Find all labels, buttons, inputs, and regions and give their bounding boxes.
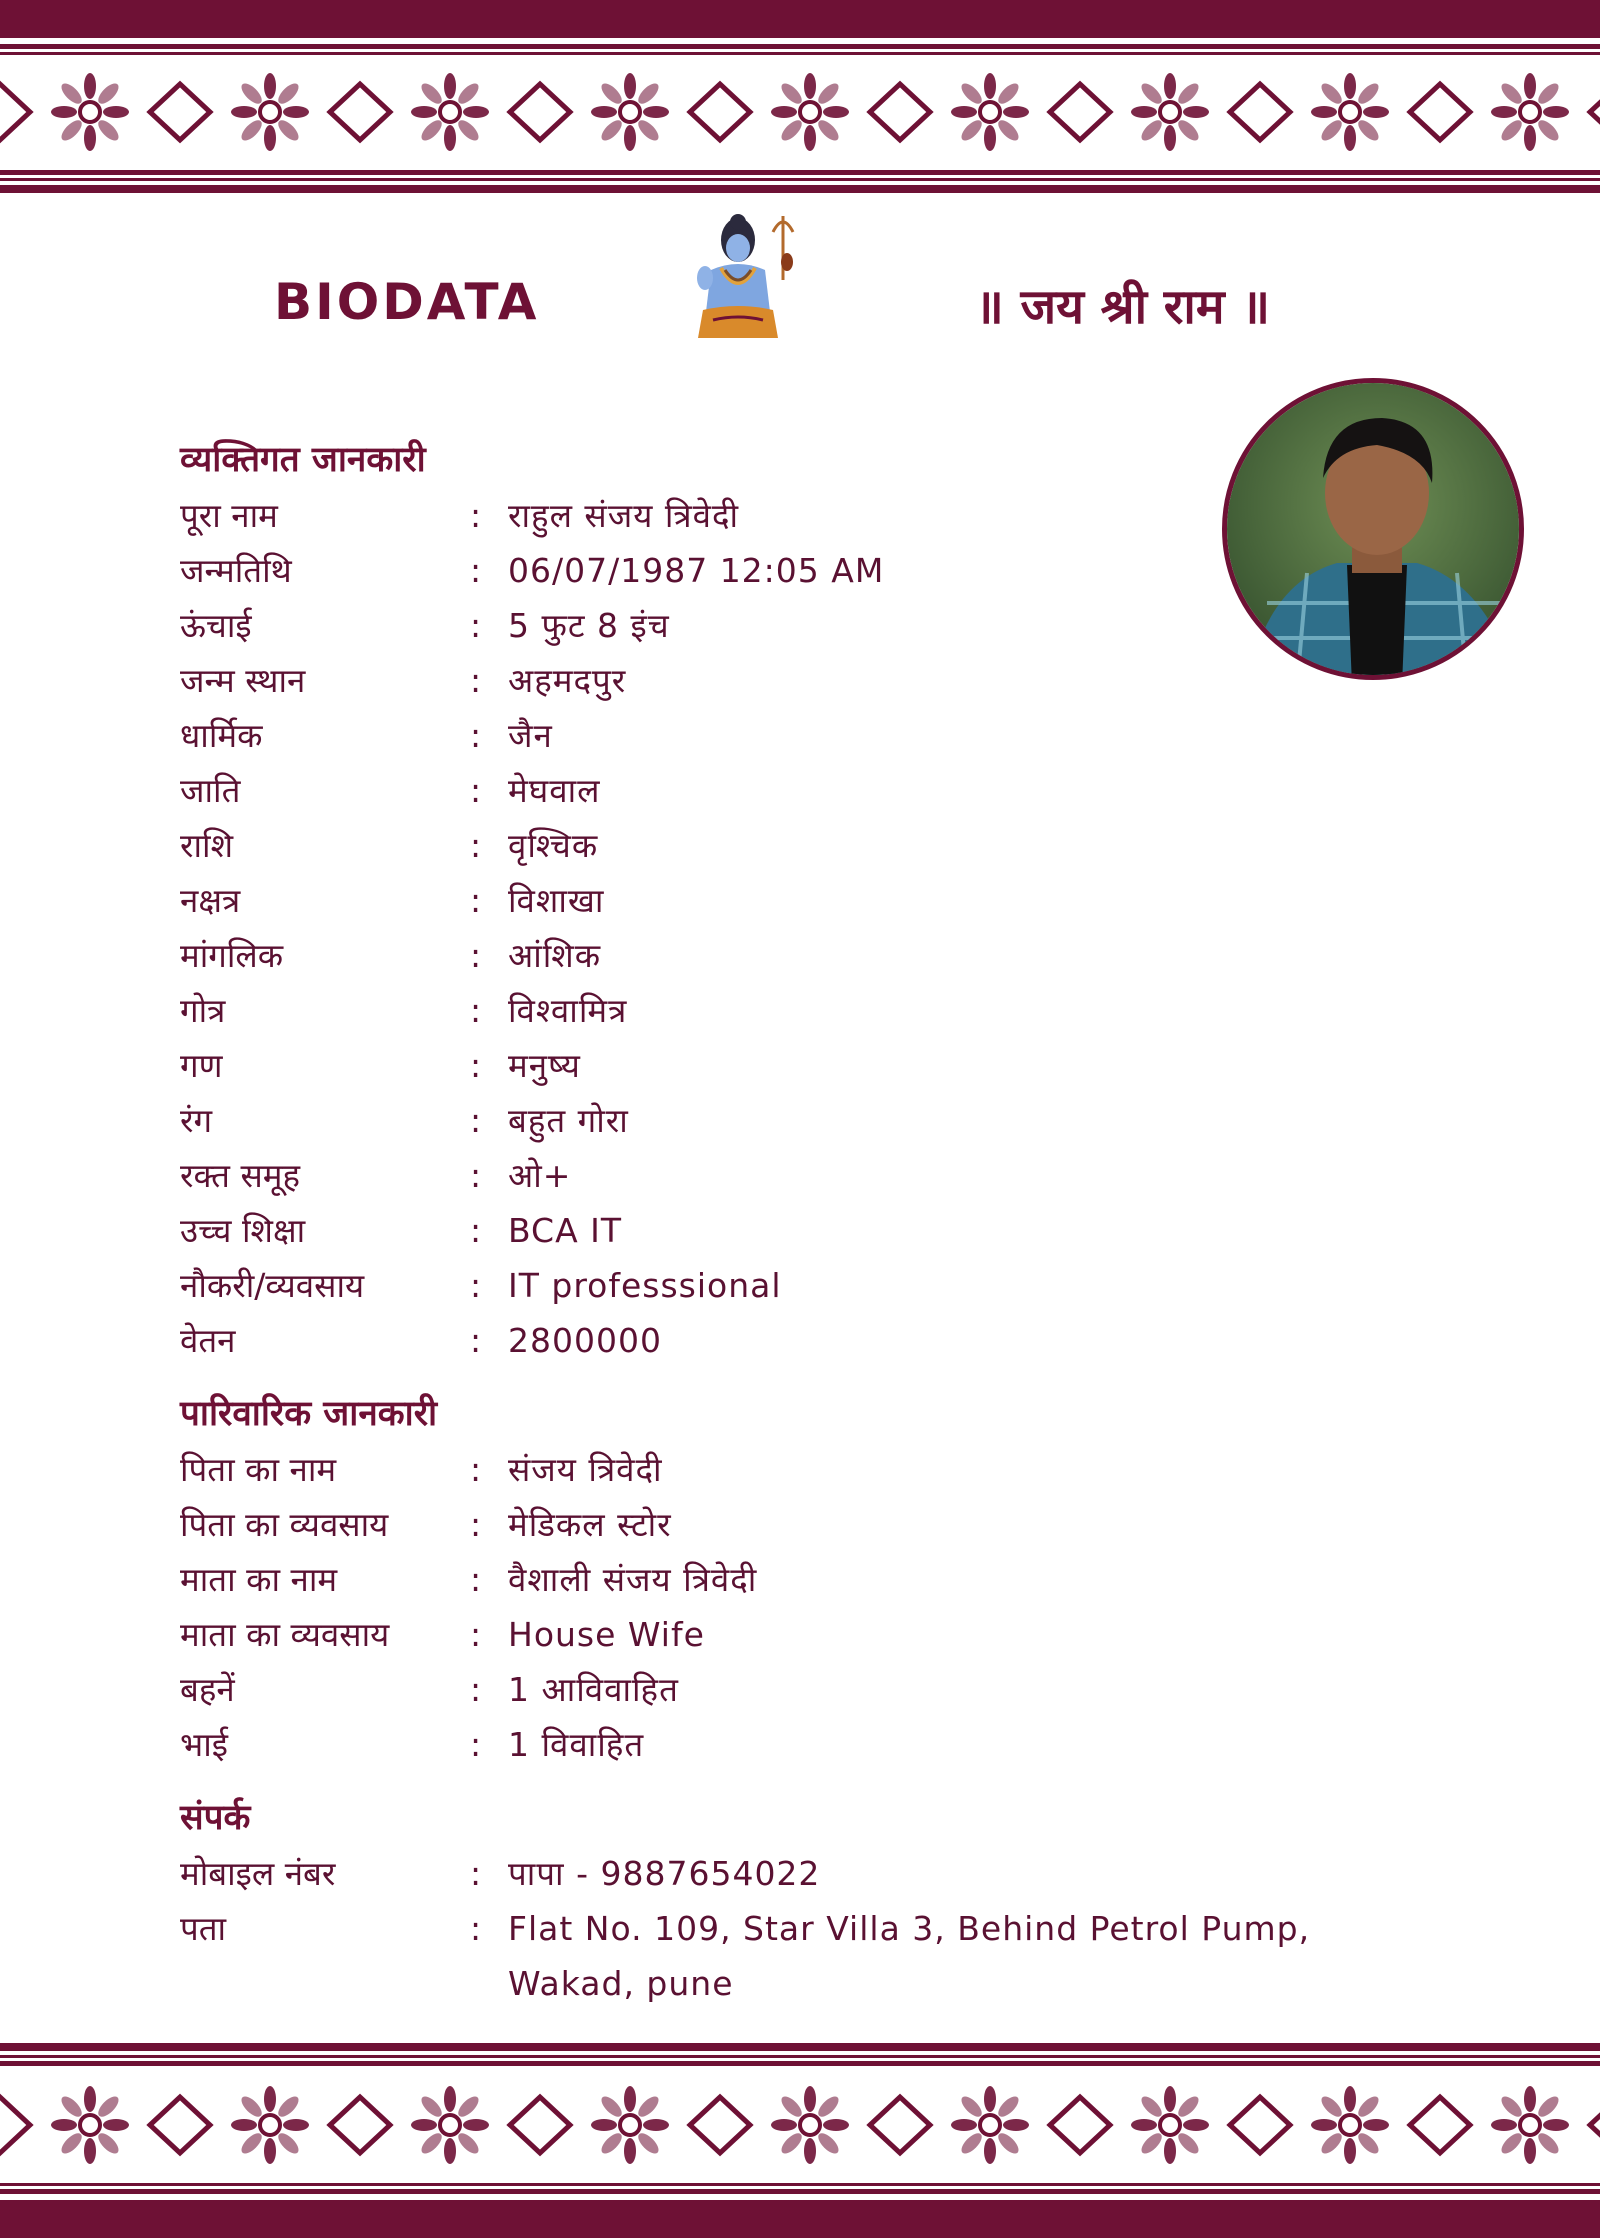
info-value: 5 फुट 8 इंच bbox=[508, 606, 670, 645]
biodata-content bbox=[180, 432, 1440, 2011]
info-value: वैशाली संजय त्रिवेदी bbox=[508, 1560, 758, 1599]
info-row bbox=[180, 1038, 1440, 1093]
separator-colon: : bbox=[470, 606, 482, 645]
separator-colon: : bbox=[470, 716, 482, 755]
personal-info-list bbox=[180, 488, 1440, 1368]
info-row bbox=[180, 1552, 1440, 1607]
info-value: राहुल संजय त्रिवेदी bbox=[508, 496, 740, 535]
info-label: गण bbox=[180, 1046, 223, 1085]
separator-colon: : bbox=[470, 1670, 482, 1709]
separator-colon: : bbox=[470, 551, 482, 590]
info-row bbox=[180, 1717, 1440, 1772]
separator-colon: : bbox=[470, 1725, 482, 1764]
info-label: रंग bbox=[180, 1101, 213, 1140]
info-label: जन्मतिथि bbox=[180, 551, 292, 590]
info-label: धार्मिक bbox=[180, 716, 263, 755]
info-value: ओ+ bbox=[508, 1156, 572, 1195]
info-label: मांगलिक bbox=[180, 936, 284, 975]
info-row bbox=[180, 1662, 1440, 1717]
info-value: 1 आविवाहित bbox=[508, 1670, 679, 1709]
separator-colon: : bbox=[470, 1615, 482, 1654]
info-row bbox=[180, 1846, 1440, 1901]
separator-colon: : bbox=[470, 1505, 482, 1544]
separator-colon: : bbox=[470, 1266, 482, 1305]
info-value: विशाखा bbox=[508, 881, 605, 920]
info-label: वेतन bbox=[180, 1321, 236, 1360]
separator-colon: : bbox=[470, 881, 482, 920]
info-label: माता का व्यवसाय bbox=[180, 1615, 390, 1654]
info-row bbox=[180, 1258, 1440, 1313]
info-label: ऊंचाई bbox=[180, 606, 252, 645]
bottom-decorative-border bbox=[0, 2033, 1600, 2238]
info-value: वृश्चिक bbox=[508, 826, 599, 865]
info-row bbox=[180, 818, 1440, 873]
info-value: पापा - 9887654022 bbox=[508, 1854, 821, 1893]
info-label: माता का नाम bbox=[180, 1560, 338, 1599]
separator-colon: : bbox=[470, 1560, 482, 1599]
info-row bbox=[180, 1442, 1440, 1497]
info-value: विश्वामित्र bbox=[508, 991, 628, 1030]
info-value: बहुत गोरा bbox=[508, 1101, 629, 1140]
info-value: 06/07/1987 12:05 AM bbox=[508, 551, 885, 590]
info-value: 2800000 bbox=[508, 1321, 662, 1360]
info-value: 1 विवाहित bbox=[508, 1725, 645, 1764]
info-label: पिता का नाम bbox=[180, 1450, 337, 1489]
info-row bbox=[180, 543, 1440, 598]
info-row bbox=[180, 1497, 1440, 1552]
info-label: गोत्र bbox=[180, 991, 226, 1030]
family-info-heading: पारिवारिक जानकारी bbox=[180, 1394, 438, 1434]
info-label: बहनें bbox=[180, 1670, 235, 1709]
info-label: जाति bbox=[180, 771, 241, 810]
info-label: पिता का व्यवसाय bbox=[180, 1505, 389, 1544]
info-label: रक्त समूह bbox=[180, 1156, 301, 1195]
info-label: नौकरी/व्यवसाय bbox=[180, 1266, 365, 1305]
info-row bbox=[180, 983, 1440, 1038]
info-row bbox=[180, 1093, 1440, 1148]
info-row bbox=[180, 873, 1440, 928]
info-row bbox=[180, 488, 1440, 543]
separator-colon: : bbox=[470, 661, 482, 700]
separator-colon: : bbox=[470, 1854, 482, 1893]
info-value: IT professsional bbox=[508, 1266, 782, 1305]
info-value: मनुष्य bbox=[508, 1046, 581, 1085]
shiva-illustration bbox=[683, 210, 808, 340]
info-label: पता bbox=[180, 1909, 227, 1948]
info-value: संजय त्रिवेदी bbox=[508, 1450, 663, 1489]
separator-colon: : bbox=[470, 1101, 482, 1140]
blessing-text: ॥ जय श्री राम ॥ bbox=[975, 279, 1270, 335]
separator-colon: : bbox=[470, 771, 482, 810]
info-label: पूरा नाम bbox=[180, 496, 278, 535]
info-row bbox=[180, 1148, 1440, 1203]
info-row bbox=[180, 1607, 1440, 1662]
info-row bbox=[180, 1313, 1440, 1368]
biodata-title: BIODATA bbox=[274, 273, 540, 331]
separator-colon: : bbox=[470, 936, 482, 975]
separator-colon: : bbox=[470, 1450, 482, 1489]
family-info-list bbox=[180, 1442, 1440, 1772]
info-row bbox=[180, 653, 1440, 708]
info-row bbox=[180, 928, 1440, 983]
separator-colon: : bbox=[470, 1909, 482, 1948]
info-value: Flat No. 109, Star Villa 3, Behind Petrol Pump, Wakad, pune bbox=[508, 1909, 1311, 2003]
info-value: अहमदपुर bbox=[508, 661, 627, 700]
separator-colon: : bbox=[470, 1211, 482, 1250]
info-value: House Wife bbox=[508, 1615, 705, 1654]
info-label: उच्च शिक्षा bbox=[180, 1211, 306, 1250]
info-value: मेडिकल स्टोर bbox=[508, 1505, 672, 1544]
separator-colon: : bbox=[470, 1321, 482, 1360]
info-row bbox=[180, 708, 1440, 763]
info-value: मेघवाल bbox=[508, 771, 601, 810]
separator-colon: : bbox=[470, 1156, 482, 1195]
info-value: जैन bbox=[508, 716, 553, 755]
info-label: जन्म स्थान bbox=[180, 661, 306, 700]
contact-info-list bbox=[180, 1846, 1440, 2011]
info-row bbox=[180, 1203, 1440, 1258]
personal-info-heading: व्यक्तिगत जानकारी bbox=[180, 440, 426, 480]
info-value: BCA IT bbox=[508, 1211, 623, 1250]
separator-colon: : bbox=[470, 826, 482, 865]
top-decorative-border bbox=[0, 0, 1600, 205]
contact-heading: संपर्क bbox=[180, 1798, 251, 1838]
info-label: मोबाइल नंबर bbox=[180, 1854, 336, 1893]
info-row bbox=[180, 1901, 1440, 2011]
separator-colon: : bbox=[470, 1046, 482, 1085]
info-label: भाई bbox=[180, 1725, 228, 1764]
separator-colon: : bbox=[470, 991, 482, 1030]
info-row bbox=[180, 763, 1440, 818]
info-row bbox=[180, 598, 1440, 653]
info-value: आंशिक bbox=[508, 936, 602, 975]
info-label: नक्षत्र bbox=[180, 881, 241, 920]
separator-colon: : bbox=[470, 496, 482, 535]
info-label: राशि bbox=[180, 826, 234, 865]
